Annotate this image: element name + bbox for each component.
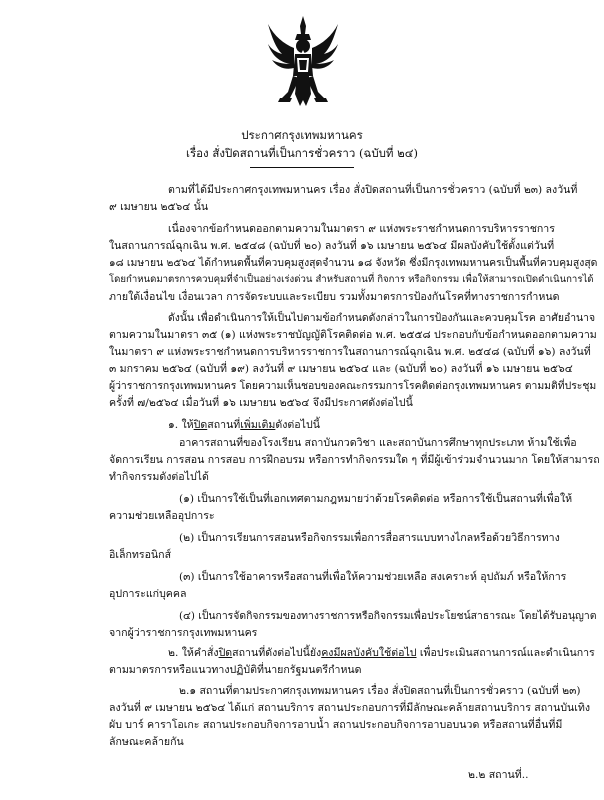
- sub-item-3: (๓) เป็นการใช้อาคารหรือสถานที่เพื่อให้ความช่วยเหลือ สงเคราะห์ อุปถัมภ์ หรือให้การ: [179, 571, 567, 583]
- body-line: ผู้ว่าราชการกรุงเทพมหานคร โดยความเห็นชอบของคณะกรรมการโรคติดต่อกรุงเทพมหานคร ตามมติที่ประชุม: [109, 380, 597, 392]
- clause-1-heading: [168, 418, 320, 432]
- body-line: ในสถานการณ์ฉุกเฉิน พ.ศ. ๒๕๔๘ (ฉบับที่ ๒๐) ลงวันที่ ๑๖ เมษายน ๒๕๖๔ มีผลบังคับใช้ตั้งแต่วันที่: [109, 240, 555, 252]
- body-line: เนื่องจากข้อกำหนดออกตามความในมาตรา ๙ แห่งพระราชกำหนดการบริหารราชการ: [168, 223, 555, 235]
- body-line: ในมาตรา ๙ แห่งพระราชกำหนดการบริหารราชการในสถานการณ์ฉุกเฉิน พ.ศ. ๒๕๔๘ (ฉบับที่ ๑๖) ลงวันที่: [109, 346, 591, 358]
- body-line: อุปการะแก่บุคคล: [109, 588, 187, 600]
- underlined-text: ปิด: [218, 647, 233, 659]
- underlined-text: คงมีผลบังคับใช้ต่อไป: [321, 647, 417, 659]
- body-line: อาคารสถานที่ของโรงเรียน สถาบันกวดวิชา และสถาบันการศึกษาทุกประเภท ห้ามใช้เพื่อ: [179, 437, 577, 449]
- underlined-text: เพิ่มเติม: [240, 419, 276, 431]
- body-line: ๙ เมษายน ๒๕๖๔ นั้น: [109, 201, 209, 213]
- body-line: ความช่วยเหลืออุปการะ: [109, 510, 215, 522]
- body-line: ดังนั้น เพื่อดำเนินการให้เป็นไปตามข้อกำหนดดังกล่าวในการป้องกันและควบคุมโรค อาศัยอำนาจ: [168, 312, 596, 324]
- announcement-subject: เรื่อง สั่งปิดสถานที่เป็นการชั่วคราว (ฉบับที่ ๒๔): [186, 146, 418, 160]
- clause-1-number: ๑. ให้: [168, 419, 194, 431]
- sub-item-2: (๒) เป็นการเรียนการสอนหรือกิจกรรมเพื่อการสื่อสารแบบทางไกลหรือด้วยวิธีการทาง: [179, 532, 560, 544]
- body-line: ครั้งที่ ๗/๒๕๖๔ เมื่อวันที่ ๑๖ เมษายน ๒๕๖๔ จึงมีประกาศดังต่อไปนี้: [109, 397, 413, 409]
- body-line: ตามที่ได้มีประกาศกรุงเทพมหานคร เรื่อง สั่งปิดสถานที่เป็นการชั่วคราว (ฉบับที่ ๒๓) ลงวันที่: [168, 184, 578, 196]
- clause-text: ดังต่อไปนี้: [275, 419, 320, 431]
- clause-text: สถานที่ดังต่อไปนี้ยัง: [232, 647, 322, 659]
- body-line: ตามมาตรการหรือแนวทางปฏิบัติที่นายกรัฐมนตรีกำหนด: [109, 664, 362, 676]
- body-line: ลักษณะคล้ายกัน: [109, 736, 184, 748]
- body-line: ผับ บาร์ คาราโอเกะ สถานประกอบกิจการอาบน้ำ สถานประกอบกิจการอาบอบนวด หรือสถานที่อื่นที่มี: [109, 719, 563, 731]
- sub-item-2-1: ๒.๑ สถานที่ตามประกาศกรุงเทพมหานคร เรื่อง สั่งปิดสถานที่เป็นการชั่วคราว (ฉบับที่ ๒๓): [179, 685, 581, 697]
- clause-text: เพื่อประเมินสถานการณ์และดำเนินการ: [416, 647, 595, 659]
- body-line: จัดการเรียน การสอน การสอบ การฝึกอบรม หรือการทำกิจกรรมใด ๆ ที่มีผู้เข้าร่วมจำนวนมาก โดยให้สามารถ: [109, 454, 600, 466]
- body-line: ทำกิจกรรมดังต่อไปได้: [109, 471, 209, 483]
- clause-2-number: ๒. ให้คำสั่ง: [168, 647, 219, 659]
- clause-text: สถานที่: [207, 419, 241, 431]
- header-divider: [250, 167, 354, 168]
- body-line: ตามความในมาตรา ๓๕ (๑) แห่งพระราชบัญญัติโรคติดต่อ พ.ศ. ๒๕๕๘ ประกอบกับข้อกำหนดออกตามความ: [109, 329, 597, 341]
- sub-item-4: (๔) เป็นการจัดกิจกรรมของทางราชการหรือกิจกรรมเพื่อประโยชน์สาธารณะ โดยได้รับอนุญาต: [179, 610, 597, 622]
- announcement-agency: ประกาศกรุงเทพมหานคร: [241, 128, 363, 142]
- continuation-marker: ๒.๒ สถานที่..: [468, 769, 529, 781]
- body-line: จากผู้ว่าราชการกรุงเทพมหานคร: [109, 627, 258, 639]
- underlined-text: ปิด: [193, 419, 208, 431]
- body-line: โดยกำหนดมาตรการควบคุมที่จำเป็นอย่างเร่งด่วน สำหรับสถานที่ กิจการ หรือกิจกรรม เพื่อให้สามารถเปิดดำเนินการได้: [109, 274, 594, 285]
- clause-2-heading: [168, 646, 595, 660]
- body-line: ลงวันที่ ๙ เมษายน ๒๕๖๔ ได้แก่ สถานบริการ สถานประกอบการที่มีลักษณะคล้ายสถานบริการ สถานบันเทิง: [109, 702, 591, 714]
- body-line: ภายใต้เงื่อนไข เงื่อนเวลา การจัดระบบและระเบียบ รวมทั้งมาตรการป้องกันโรคที่ทางราชการกำหนด: [109, 291, 560, 303]
- sub-item-1: (๑) เป็นการใช้เป็นที่เอกเทศตามกฎหมายว่าด้วยโรคติดต่อ หรือการใช้เป็นสถานที่เพื่อให้: [179, 493, 573, 505]
- body-line: ๓ มกราคม ๒๕๖๔ (ฉบับที่ ๑๙) ลงวันที่ ๙ เมษายน ๒๕๖๔ และ (ฉบับที่ ๒๐) ลงวันที่ ๑๖ เมษายน ๒๕๖๔: [109, 363, 573, 375]
- body-line: อิเล็กทรอนิกส์: [109, 549, 172, 561]
- garuda-emblem-icon: [266, 14, 340, 110]
- body-line: ๑๘ เมษายน ๒๕๖๔ ได้กำหนดพื้นที่ควบคุมสูงสุดจำนวน ๑๘ จังหวัด ซึ่งมีกรุงเทพมหานครเป็นพื้นที่ควบคุมสูงสุด: [109, 257, 598, 269]
